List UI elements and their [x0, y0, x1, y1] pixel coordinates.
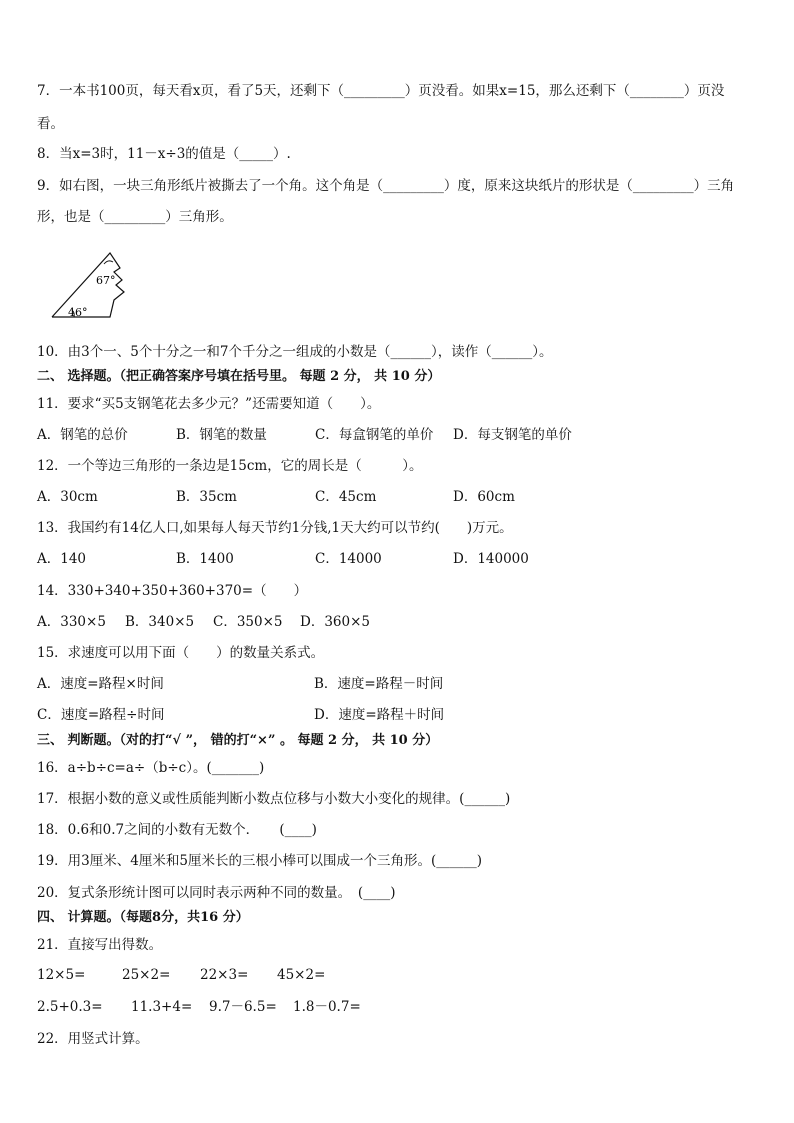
q11-option-c: C．每盒钢笔的单价	[315, 427, 434, 443]
q11-option-a: A．钢笔的总价	[37, 427, 128, 443]
q12-option-c: C．45cm	[315, 489, 377, 505]
q11-option-d: D．每支钢笔的单价	[453, 427, 572, 443]
q21-item-3: 22×3=	[200, 967, 249, 983]
torn-triangle-figure	[48, 250, 138, 322]
q12-option-d: D．60cm	[453, 489, 515, 505]
q14-option-a: A．330×5	[37, 614, 106, 630]
q15-option-c: C．速度=路程÷时间	[37, 707, 165, 723]
q12-option-b: B．35cm	[176, 489, 237, 505]
q12-option-a: A．30cm	[37, 489, 98, 505]
q15-option-b: B．速度=路程－时间	[314, 676, 444, 692]
q7-line2: 看。	[37, 116, 64, 132]
q11-stem: 11．要求“买5支钢笔花去多少元？”还需要知道（ ）。	[37, 396, 381, 412]
q14-option-c: C．350×5	[213, 614, 283, 630]
q21-item-2: 25×2=	[122, 967, 171, 983]
q13-option-d: D．140000	[453, 551, 529, 567]
q13-stem: 13．我国约有14亿人口,如果每人每天节约1分钱,1天大约可以节约( )万元。	[37, 520, 513, 536]
q19: 19．用3厘米、4厘米和5厘米长的三根小棒可以围成一个三角形。(______)	[37, 853, 482, 869]
q21-item-5: 2.5+0.3=	[37, 999, 103, 1015]
q13-option-c: C．14000	[315, 551, 382, 567]
q16: 16．a÷b÷c=a÷（b÷c）。(_______)	[37, 760, 265, 776]
angle-46-label: 46°	[68, 306, 88, 319]
q12-stem: 12．一个等边三角形的一条边是15cm，它的周长是（ ）。	[37, 458, 423, 474]
q10: 10．由3个一、5个十分之一和7个千分之一组成的小数是（______），读作（______）。	[37, 344, 553, 360]
section4-title: 四、 计算题。（每题8分，共16 分）	[37, 910, 249, 925]
q15-option-d: D．速度=路程＋时间	[314, 707, 445, 723]
q13-option-b: B．1400	[176, 551, 234, 567]
q22: 22．用竖式计算。	[37, 1031, 149, 1047]
q21-stem: 21．直接写出得数。	[37, 937, 163, 953]
q21-item-6: 11.3+4=	[131, 999, 193, 1015]
q9-line2: 形，也是（_________）三角形。	[37, 209, 233, 225]
q21-item-7: 9.7－6.5=	[209, 999, 277, 1015]
q8: 8．当x=3时，11－x÷3的值是（_____）.	[37, 146, 291, 162]
q18: 18．0.6和0.7之间的小数有无数个． (____)	[37, 822, 317, 838]
q17: 17．根据小数的意义或性质能判断小数点位移与小数大小变化的规律。(______)	[37, 791, 511, 807]
q13-option-a: A．140	[37, 551, 87, 567]
q14-stem: 14．330+340+350+360+370=（ ）	[37, 583, 308, 599]
q15-stem: 15．求速度可以用下面（ ）的数量关系式。	[37, 645, 325, 661]
q21-item-8: 1.8－0.7=	[293, 999, 361, 1015]
q20: 20．复式条形统计图可以同时表示两种不同的数量。 (____)	[37, 885, 396, 901]
q14-option-d: D．360×5	[300, 614, 370, 630]
q14-option-b: B．340×5	[125, 614, 195, 630]
q11-option-b: B．钢笔的数量	[176, 427, 267, 443]
angle-67-label: 67°	[96, 274, 116, 287]
q15-option-a: A．速度=路程×时间	[37, 676, 164, 692]
q21-item-4: 45×2=	[277, 967, 326, 983]
q21-item-1: 12×5=	[37, 967, 86, 983]
q9-line1: 9．如右图，一块三角形纸片被撕去了一个角。这个角是（_________）度，原来这块纸片的形状是（_________）三角	[37, 178, 735, 194]
section2-title: 二、 选择题。（把正确答案序号填在括号里。 每题 2 分， 共 10 分）	[37, 369, 441, 384]
section3-title: 三、 判断题。（对的打“√ ”， 错的打“×” 。 每题 2 分， 共 10 分）	[37, 733, 439, 748]
q7-line1: 7．一本书100页，每天看x页，看了5天，还剩下（_________）页没看。如果x=15，那么还剩下（________）页没	[37, 83, 725, 99]
